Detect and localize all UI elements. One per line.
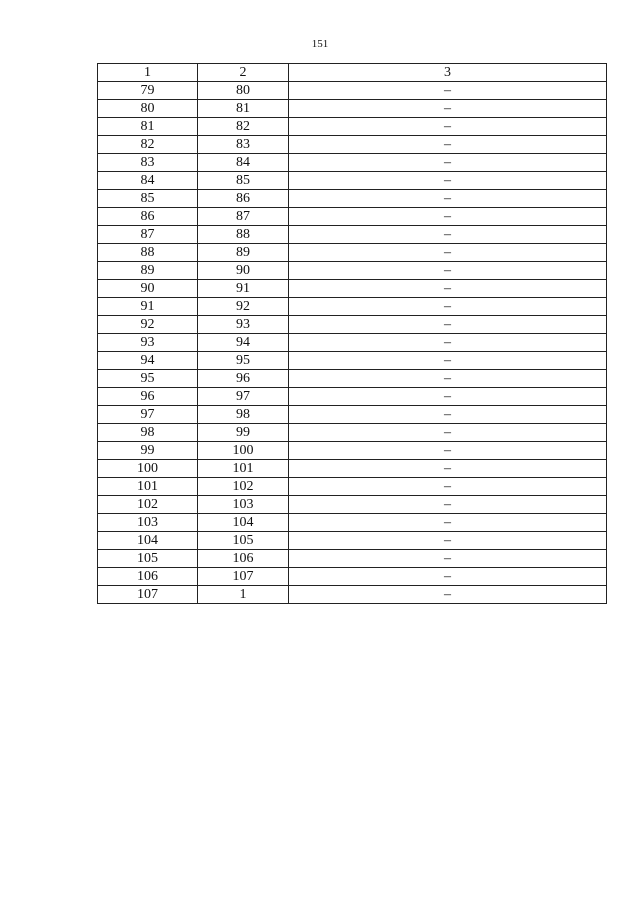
- table-cell-col-1: 104: [98, 532, 198, 550]
- table-cell-col-3: –: [289, 406, 607, 424]
- table-row: [98, 154, 607, 172]
- table-cell-col-2: 102: [198, 478, 289, 496]
- table-cell-col-1: 93: [98, 334, 198, 352]
- table-cell-col-2: 99: [198, 424, 289, 442]
- table-cell-col-3: –: [289, 208, 607, 226]
- table-cell-col-1: 80: [98, 100, 198, 118]
- table-cell-col-1: 92: [98, 316, 198, 334]
- table-row: [98, 496, 607, 514]
- table-cell-col-1: 98: [98, 424, 198, 442]
- table-row: [98, 442, 607, 460]
- table-cell-col-3: –: [289, 532, 607, 550]
- table-cell-col-1: 105: [98, 550, 198, 568]
- table-cell-col-3: –: [289, 478, 607, 496]
- table-cell-col-3: –: [289, 190, 607, 208]
- table-cell-col-1: 87: [98, 226, 198, 244]
- table-cell-col-3: –: [289, 118, 607, 136]
- table-cell-col-2: 104: [198, 514, 289, 532]
- table-row: [98, 226, 607, 244]
- table-cell-col-3: –: [289, 154, 607, 172]
- table-cell-col-1: 81: [98, 118, 198, 136]
- table-cell-col-3: –: [289, 370, 607, 388]
- table-cell-col-1: 97: [98, 406, 198, 424]
- table-cell-col-1: 85: [98, 190, 198, 208]
- table-row: [98, 460, 607, 478]
- table-cell-col-2: 94: [198, 334, 289, 352]
- table-cell-col-1: 107: [98, 586, 198, 604]
- table-cell-col-2: 81: [198, 100, 289, 118]
- table-cell-col-1: 82: [98, 136, 198, 154]
- table-row: [98, 190, 607, 208]
- table-cell-col-2: 85: [198, 172, 289, 190]
- table-cell-col-1: 91: [98, 298, 198, 316]
- table-row: [98, 136, 607, 154]
- table-cell-col-2: 95: [198, 352, 289, 370]
- table-cell-col-2: 82: [198, 118, 289, 136]
- table-row: [98, 100, 607, 118]
- table-cell-col-2: 107: [198, 568, 289, 586]
- data-table: [97, 63, 607, 604]
- table-cell-col-1: 88: [98, 244, 198, 262]
- table-row: [98, 280, 607, 298]
- table-row: [98, 316, 607, 334]
- table-cell-col-3: –: [289, 226, 607, 244]
- table-row: [98, 478, 607, 496]
- table-row: [98, 532, 607, 550]
- table-cell-col-2: 84: [198, 154, 289, 172]
- table-cell-col-3: –: [289, 82, 607, 100]
- table-cell-col-1: 79: [98, 82, 198, 100]
- table-cell-col-1: 100: [98, 460, 198, 478]
- table-cell-col-2: 103: [198, 496, 289, 514]
- table-cell-col-2: 93: [198, 316, 289, 334]
- table-row: [98, 586, 607, 604]
- page-number: 151: [311, 38, 329, 50]
- table-row: [98, 550, 607, 568]
- table-cell-col-1: 95: [98, 370, 198, 388]
- table-cell-col-2: 91: [198, 280, 289, 298]
- table-cell-col-3: –: [289, 568, 607, 586]
- table-cell-col-1: 90: [98, 280, 198, 298]
- table-row: [98, 244, 607, 262]
- table-cell-col-2: 105: [198, 532, 289, 550]
- table-cell-col-3: –: [289, 244, 607, 262]
- table-header-row: [98, 64, 607, 82]
- table-cell-col-2: 1: [198, 586, 289, 604]
- table-row: [98, 568, 607, 586]
- table-row: [98, 262, 607, 280]
- table-cell-col-2: 88: [198, 226, 289, 244]
- table-row: [98, 514, 607, 532]
- table-cell-col-1: 94: [98, 352, 198, 370]
- table-cell-col-3: –: [289, 136, 607, 154]
- table-body: [98, 82, 607, 604]
- table-row: [98, 118, 607, 136]
- table-row: [98, 208, 607, 226]
- table-cell-col-2: 86: [198, 190, 289, 208]
- table-cell-col-1: 102: [98, 496, 198, 514]
- table-cell-col-2: 97: [198, 388, 289, 406]
- table-row: [98, 298, 607, 316]
- table-row: [98, 352, 607, 370]
- table-cell-col-2: 89: [198, 244, 289, 262]
- table-cell-col-2: 80: [198, 82, 289, 100]
- table-row: [98, 406, 607, 424]
- column-header-2: 2: [198, 64, 289, 82]
- table-cell-col-3: –: [289, 262, 607, 280]
- table-cell-col-2: 87: [198, 208, 289, 226]
- table-cell-col-3: –: [289, 496, 607, 514]
- table-row: [98, 424, 607, 442]
- table-cell-col-2: 98: [198, 406, 289, 424]
- table-cell-col-3: –: [289, 100, 607, 118]
- table-cell-col-1: 106: [98, 568, 198, 586]
- table-row: [98, 82, 607, 100]
- table-cell-col-1: 99: [98, 442, 198, 460]
- table-cell-col-3: –: [289, 334, 607, 352]
- table-cell-col-2: 106: [198, 550, 289, 568]
- table-cell-col-1: 101: [98, 478, 198, 496]
- column-header-1: 1: [98, 64, 198, 82]
- table-cell-col-3: –: [289, 442, 607, 460]
- table-cell-col-3: –: [289, 298, 607, 316]
- table-cell-col-3: –: [289, 280, 607, 298]
- table-cell-col-2: 100: [198, 442, 289, 460]
- table-cell-col-1: 84: [98, 172, 198, 190]
- table-cell-col-1: 89: [98, 262, 198, 280]
- table-cell-col-3: –: [289, 460, 607, 478]
- table-cell-col-1: 103: [98, 514, 198, 532]
- table-cell-col-3: –: [289, 388, 607, 406]
- table-cell-col-3: –: [289, 316, 607, 334]
- table-cell-col-1: 83: [98, 154, 198, 172]
- table-cell-col-2: 90: [198, 262, 289, 280]
- table-row: [98, 370, 607, 388]
- table-cell-col-2: 92: [198, 298, 289, 316]
- table-cell-col-3: –: [289, 172, 607, 190]
- table-row: [98, 388, 607, 406]
- table-cell-col-2: 96: [198, 370, 289, 388]
- table-cell-col-2: 83: [198, 136, 289, 154]
- table-cell-col-1: 86: [98, 208, 198, 226]
- table-cell-col-1: 96: [98, 388, 198, 406]
- table-row: [98, 334, 607, 352]
- table-cell-col-3: –: [289, 352, 607, 370]
- table-cell-col-2: 101: [198, 460, 289, 478]
- table-cell-col-3: –: [289, 424, 607, 442]
- table-cell-col-3: –: [289, 586, 607, 604]
- table-cell-col-3: –: [289, 550, 607, 568]
- table-cell-col-3: –: [289, 514, 607, 532]
- column-header-3: 3: [289, 64, 607, 82]
- table-row: [98, 172, 607, 190]
